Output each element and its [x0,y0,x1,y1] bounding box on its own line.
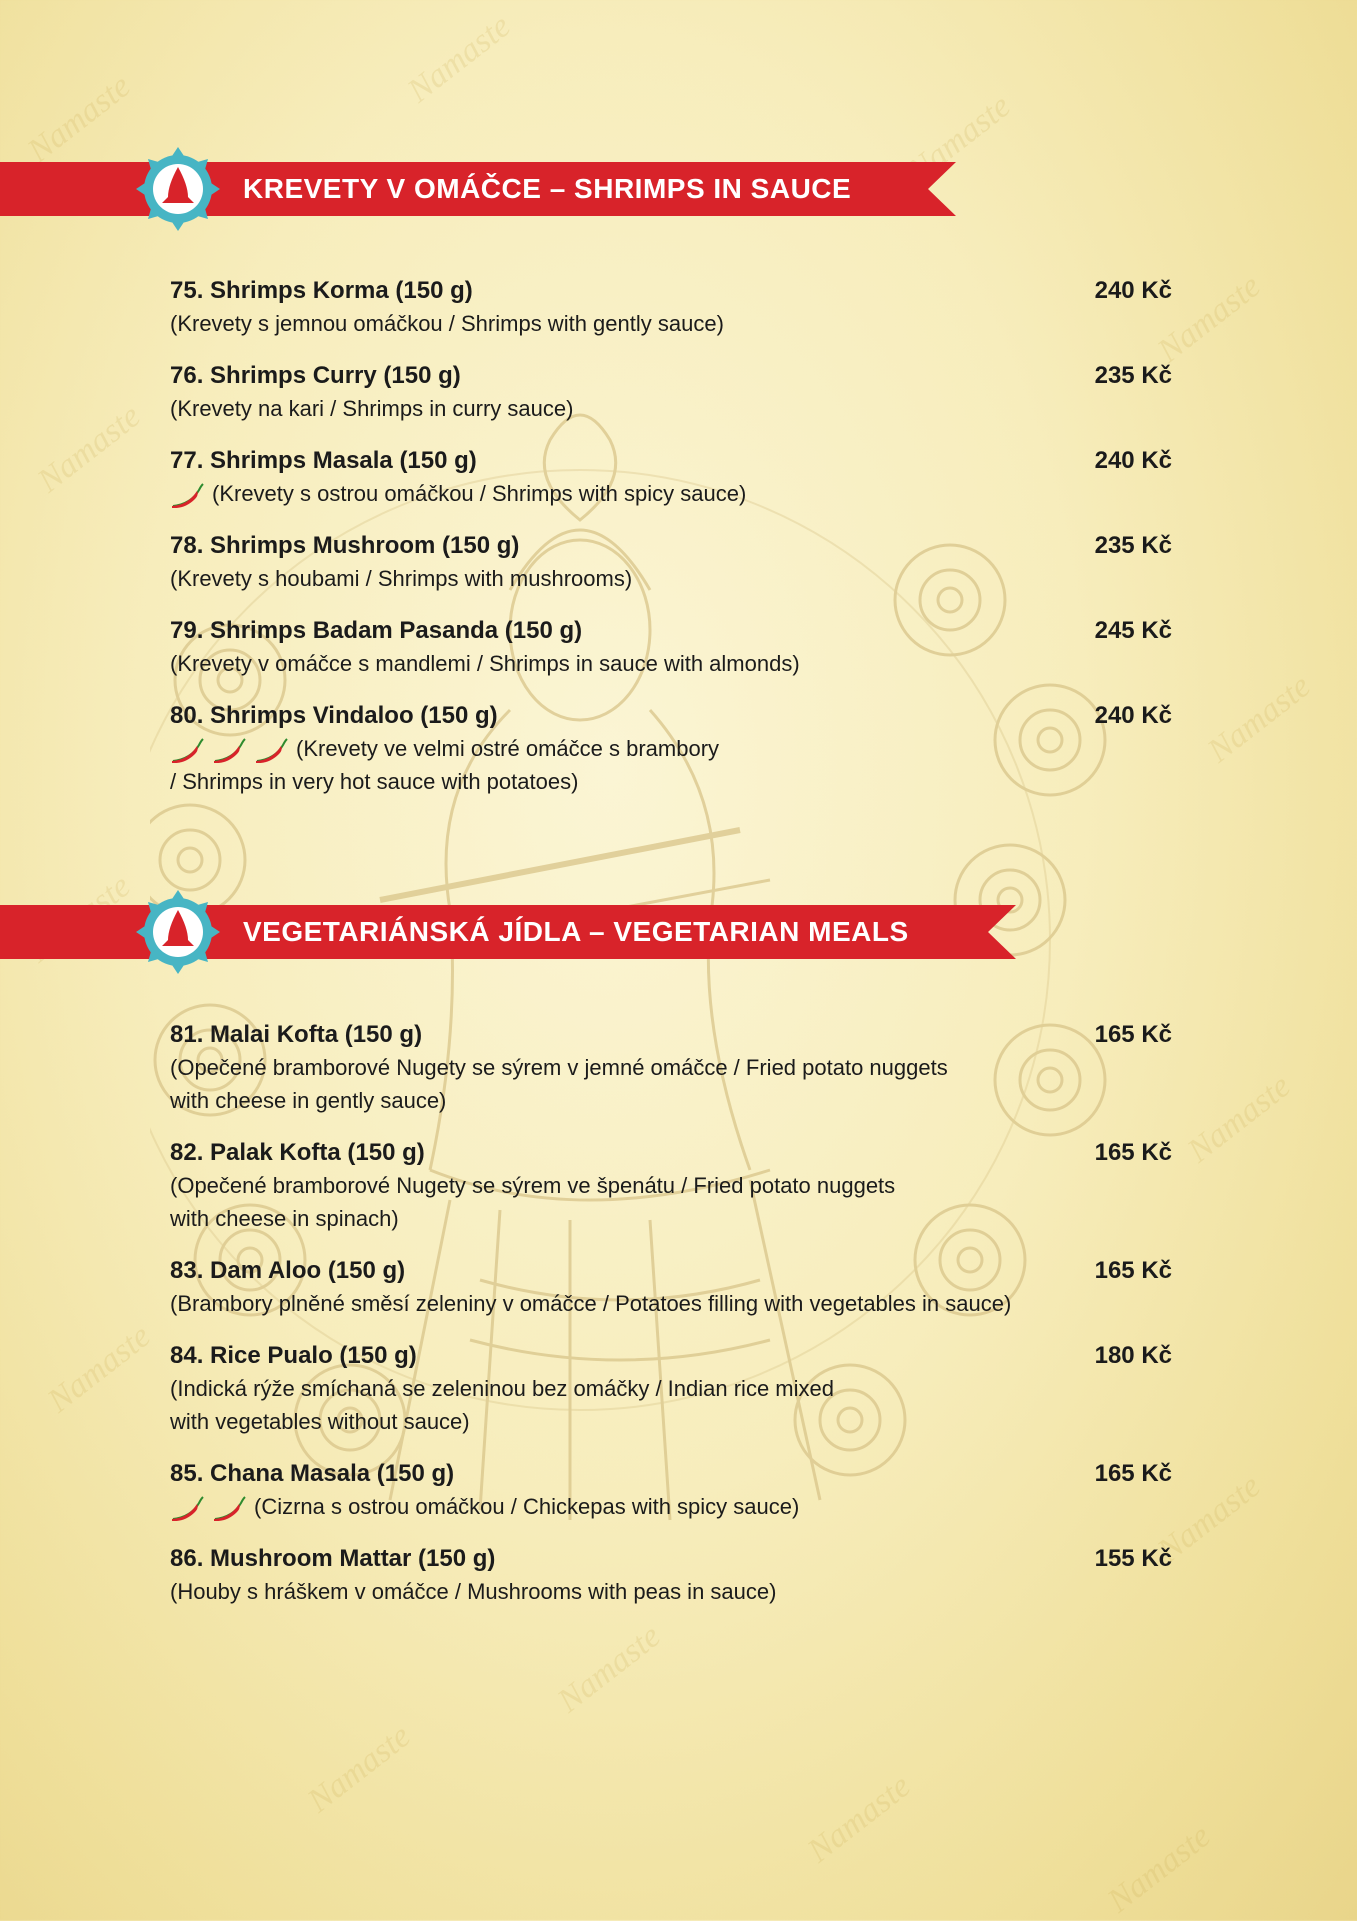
description-text: (Krevety s ostrou omáčkou / Shrimps with spicy sauce) [212,481,747,506]
menu-item-description [170,307,1172,340]
menu-item [170,360,1172,425]
watermark-text: Namaste [1100,1817,1218,1920]
description-text: with cheese in gently sauce) [170,1088,447,1113]
menu-item-name: 78. Shrimps Mushroom (150 g) [170,532,520,559]
menu-item-description [170,647,1172,680]
description-text: (Krevety s houbami / Shrimps with mushrooms) [170,566,633,591]
menu-item-price: 240 Kč [1094,447,1172,474]
menu-item-name: 81. Malai Kofta (150 g) [170,1021,423,1048]
description-text: (Krevety ve velmi ostré omáčce s brambory [296,736,720,761]
watermark-text: Namaste [40,1317,158,1420]
menu-item-description [170,1169,1172,1202]
watermark-text: Namaste [550,1617,668,1720]
menu-item-description [170,1405,1172,1438]
menu-item-price: 155 Kč [1094,1545,1172,1572]
description-text: (Houby s hráškem v omáčce / Mushrooms with peas in sauce) [170,1579,777,1604]
menu-item-description [170,1287,1172,1320]
description-text: with cheese in spinach) [170,1206,399,1231]
description-text: (Indická rýže smíchaná se zeleninou bez omáčky / Indian rice mixed [170,1376,834,1401]
chili-pepper-icon [212,1495,246,1521]
chili-pepper-icon [170,1495,204,1521]
menu-item-price: 235 Kč [1094,362,1172,389]
menu-item-price: 240 Kč [1094,277,1172,304]
menu-item-name: 84. Rice Pualo (150 g) [170,1342,417,1369]
menu-item-price: 240 Kč [1094,702,1172,729]
menu-item [170,530,1172,595]
menu-item-name: 85. Chana Masala (150 g) [170,1460,455,1487]
description-text: (Opečené bramborové Nugety se sýrem ve špenátu / Fried potato nuggets [170,1173,896,1198]
watermark-text: Namaste [1150,1467,1268,1570]
menu-item [170,1255,1172,1320]
namaste-emblem-icon [136,890,220,974]
menu-item-description [170,732,1172,765]
menu-item [170,1340,1172,1438]
description-text: with vegetables without sauce) [170,1409,470,1434]
menu-item-price: 165 Kč [1094,1139,1172,1166]
menu-item-name: 80. Shrimps Vindaloo (150 g) [170,702,498,729]
description-text: (Krevety v omáčce s mandlemi / Shrimps in sauce with almonds) [170,651,800,676]
menu-item-description [170,1372,1172,1405]
menu-item [170,1137,1172,1235]
description-text: (Brambory plněné směsí zeleniny v omáčce / Potatoes filling with vegetables in sauce) [170,1291,1012,1316]
chili-pepper-icon [254,737,288,763]
spiciness-indicator [170,481,212,506]
menu-item-description [170,477,1172,510]
chili-pepper-icon [212,737,246,763]
namaste-emblem-icon [136,147,220,231]
description-text: (Krevety s jemnou omáčkou / Shrimps with gently sauce) [170,311,724,336]
chili-pepper-icon [170,482,204,508]
menu-item [170,445,1172,510]
description-text: (Opečené bramborové Nugety se sýrem v jemné omáčce / Fried potato nuggets [170,1055,948,1080]
menu-item-price: 235 Kč [1094,532,1172,559]
menu-item-description [170,1490,1172,1523]
menu-item-description [170,1202,1172,1235]
watermark-text: Namaste [1200,667,1318,770]
section-title: KREVETY V OMÁČCE – SHRIMPS IN SAUCE [243,173,852,204]
menu-item [170,615,1172,680]
menu-item-price: 165 Kč [1094,1257,1172,1284]
menu-item-price: 180 Kč [1094,1342,1172,1369]
menu-item [170,1458,1172,1523]
menu-item-name: 82. Palak Kofta (150 g) [170,1139,425,1166]
watermark-text: Namaste [400,7,518,110]
watermark-text: Namaste [1150,267,1268,370]
watermark-text: Namaste [900,87,1018,190]
watermark-text: Namaste [1180,1067,1298,1170]
spiciness-indicator [170,736,296,761]
menu-item-name: 79. Shrimps Badam Pasanda (150 g) [170,617,583,644]
menu-item-description [170,765,1172,798]
menu-item-description [170,562,1172,595]
menu-item-description [170,1084,1172,1117]
menu-item-name: 86. Mushroom Mattar (150 g) [170,1545,496,1572]
description-text: (Krevety na kari / Shrimps in curry sauce) [170,396,574,421]
spiciness-indicator [170,1494,254,1519]
menu-item-name: 77. Shrimps Masala (150 g) [170,447,477,474]
menu-item-description [170,1051,1172,1084]
menu-item-name: 76. Shrimps Curry (150 g) [170,362,461,389]
chili-pepper-icon [170,737,204,763]
menu-item-price: 165 Kč [1094,1021,1172,1048]
menu-item-price: 245 Kč [1094,617,1172,644]
description-text: (Cizrna s ostrou omáčkou / Chickepas with spicy sauce) [254,1494,800,1519]
section-title: VEGETARIÁNSKÁ JÍDLA – VEGETARIAN MEALS [243,916,909,947]
description-text: / Shrimps in very hot sauce with potatoes) [170,769,579,794]
menu-item-name: 83. Dam Aloo (150 g) [170,1257,406,1284]
watermark-text: Namaste [30,397,148,500]
menu-item-description [170,392,1172,425]
menu-item [170,275,1172,340]
menu-item [170,1019,1172,1117]
menu-item-price: 165 Kč [1094,1460,1172,1487]
menu-item [170,700,1172,798]
menu-item-name: 75. Shrimps Korma (150 g) [170,277,473,304]
menu-item-description [170,1575,1172,1608]
watermark-text: Namaste [800,1767,918,1870]
menu-item [170,1543,1172,1608]
watermark-text: Namaste [300,1717,418,1820]
watermark-text: Namaste [20,67,138,170]
